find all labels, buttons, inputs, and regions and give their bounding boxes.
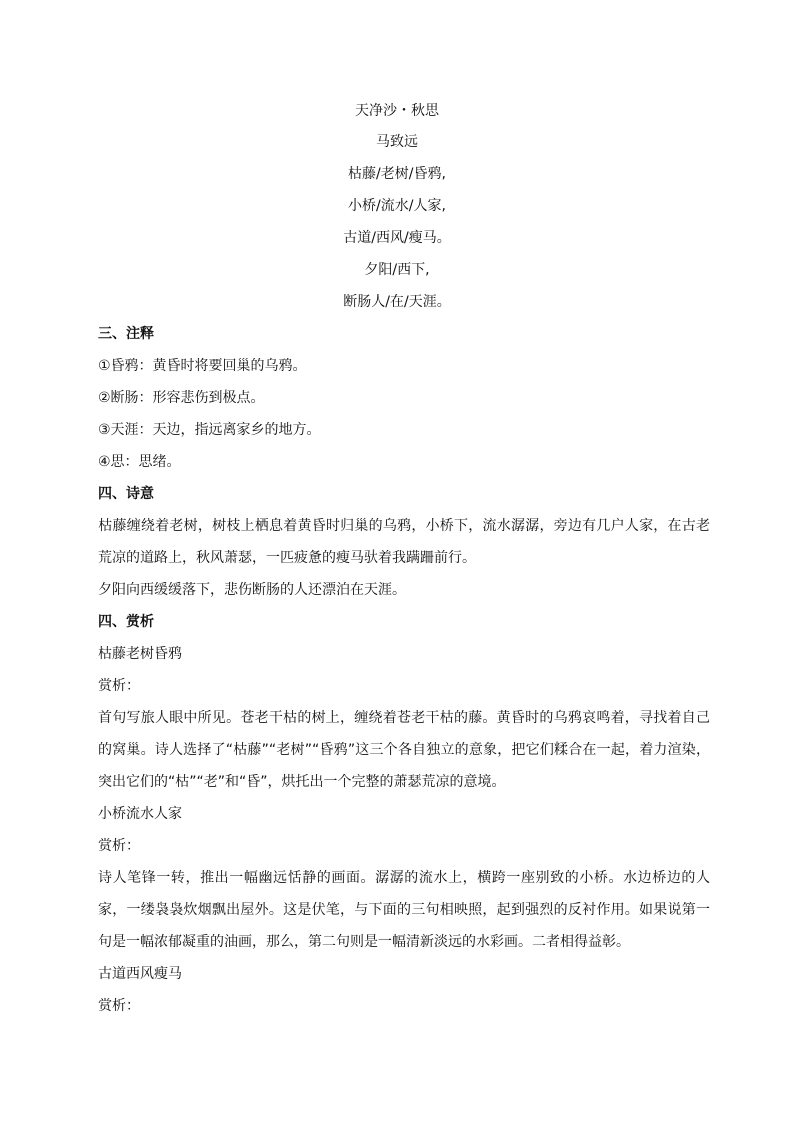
note-item-1: ①昏鸦：黄昏时将要回巢的乌鸦。 — [98, 358, 307, 374]
poem-line-4: 夕阳/西下, — [364, 262, 430, 278]
appreciation-label-3: 赏析： — [98, 998, 140, 1014]
meaning-paragraph-2: 夕阳向西缓缓落下，悲伤断肠的人还漂泊在天涯。 — [98, 582, 406, 598]
poem-line-1: 枯藤/老树/昏鸦, — [348, 166, 446, 182]
note-item-3: ③天涯：天边，指远离家乡的地方。 — [98, 422, 321, 438]
appreciation-label-1: 赏析： — [98, 678, 140, 694]
appreciation-heading: 四、赏析 — [98, 614, 154, 630]
notes-heading: 三、注释 — [98, 326, 154, 342]
appreciation-phrase-1: 枯藤老树昏鸦 — [98, 646, 182, 662]
appreciation-text-1: 首句写旅人眼中所见。苍老干枯的树上，缠绕着苍老干枯的藤。黄昏时的乌鸦哀鸣着，寻找着自己的窝巢。诗人选择了“枯藤”“老树”“昏鸦”这三个各自独立的意象，把它们糅合在一起，着力渲染，突出它们的“枯”“老”和“昏”，烘托出一个完整的萧瑟荒凉的意境。 — [98, 710, 710, 790]
appreciation-phrase-2: 小桥流水人家 — [98, 806, 182, 822]
poem-title: 天净沙・秋思 — [355, 103, 439, 119]
meaning-paragraph-1 — [98, 510, 710, 574]
meaning-heading: 四、诗意 — [98, 486, 154, 502]
poem-author: 马致远 — [376, 134, 418, 150]
poem-line-3: 古道/西风/瘦马。 — [343, 230, 451, 246]
poem-line-2: 小桥/流水/人家, — [348, 198, 446, 214]
note-item-4: ④思：思绪。 — [98, 454, 181, 470]
note-item-2: ②断肠：形容悲伤到极点。 — [98, 390, 265, 406]
poem-line-5: 断肠人/在/天涯。 — [343, 294, 451, 310]
meaning-paragraph-1-text: 枯藤缠绕着老树，树枝上栖息着黄昏时归巢的乌鸦，小桥下，流水潺潺，旁边有几户人家，在古老荒凉的道路上，秋风萧瑟，一匹疲惫的瘦马驮着我蹒跚前行。 — [98, 518, 710, 566]
appreciation-label-2: 赏析： — [98, 838, 140, 854]
appreciation-phrase-3: 古道西风瘦马 — [98, 966, 182, 982]
appreciation-text-2: 诗人笔锋一转，推出一幅幽远恬静的画面。潺潺的流水上，横跨一座别致的小桥。水边桥边的人家，一缕袅袅炊烟飘出屋外。这是伏笔，与下面的三句相映照，起到强烈的反衬作用。如果说第一句是一幅浓郁凝重的油画，那么，第二句则是一幅清新淡远的水彩画。二者相得益彰。 — [98, 870, 710, 950]
